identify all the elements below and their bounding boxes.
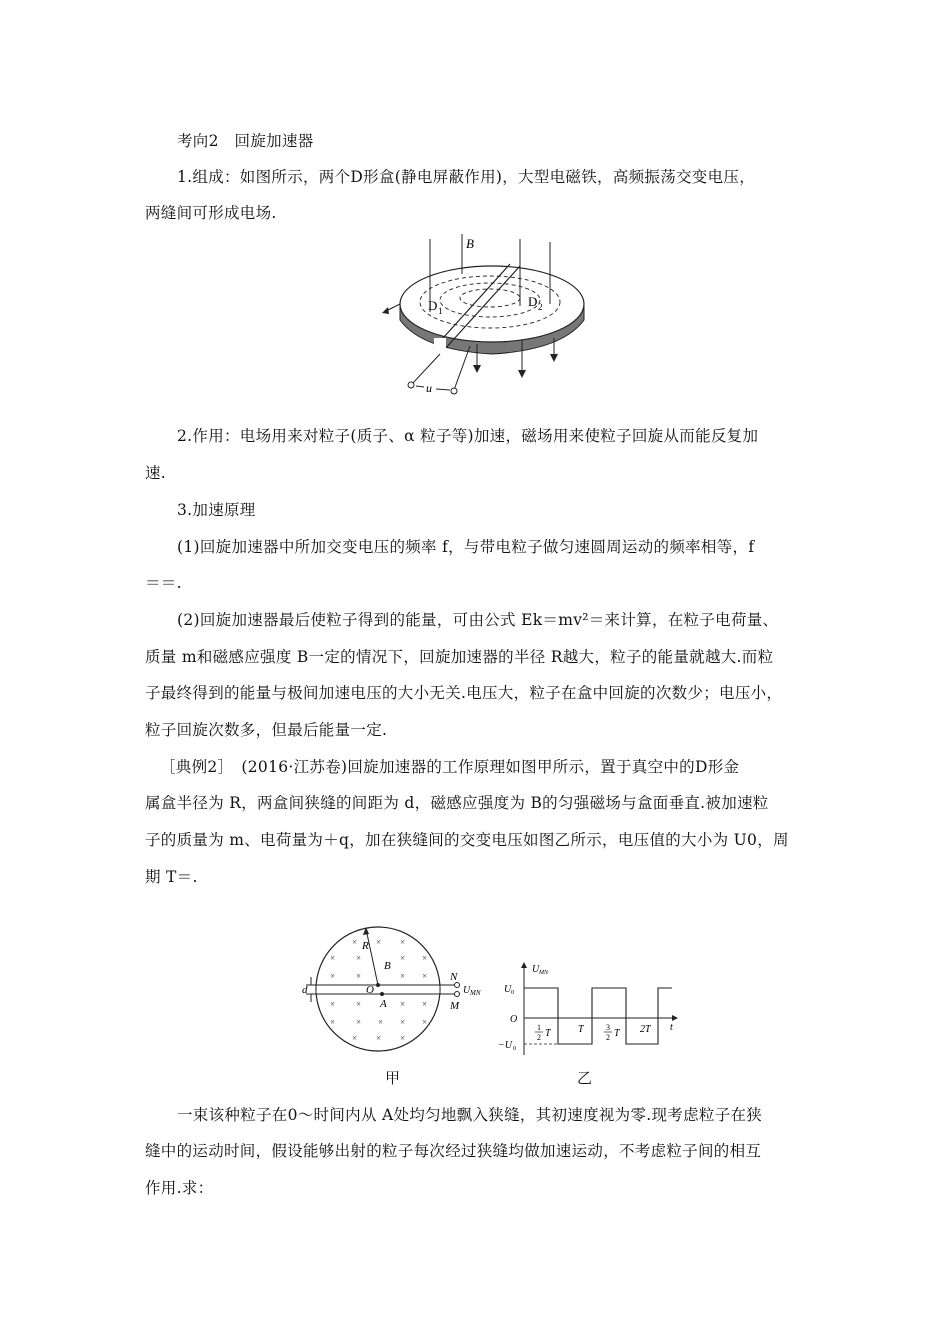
label-O-jia: O	[366, 984, 374, 996]
label-D2: D	[528, 294, 538, 309]
svg-text:×: ×	[376, 937, 382, 947]
label-half-den: 2	[537, 1033, 541, 1042]
label-three-T: T	[614, 1028, 620, 1039]
label-half-num: 1	[537, 1023, 541, 1032]
label-B-jia: B	[384, 960, 391, 972]
svg-text:×: ×	[356, 1017, 362, 1027]
label-N: N	[450, 971, 458, 983]
label-d: d	[302, 984, 308, 996]
paragraph-composition-line1: 1.组成：如图所示，两个D形盒(静电屏蔽作用)，大型电磁铁，高频振荡交变电压，	[177, 168, 756, 186]
svg-text:×: ×	[400, 999, 406, 1009]
label-A: A	[380, 998, 387, 1010]
label-2T: 2T	[640, 1024, 651, 1035]
label-U-axis-sub: MN	[539, 970, 548, 976]
section-title: 考向2 回旋加速器	[177, 132, 314, 150]
label-O-yi: O	[510, 1014, 518, 1025]
label-negU0: −U	[498, 1040, 512, 1051]
svg-text:×: ×	[330, 999, 336, 1009]
label-M: M	[450, 1000, 460, 1012]
label-T: T	[578, 1024, 584, 1035]
label-three-num: 3	[606, 1023, 610, 1032]
paragraph-function-line2: 速.	[145, 464, 167, 482]
question-line3: 作用.求：	[145, 1179, 214, 1197]
svg-text:×: ×	[422, 999, 428, 1009]
example-line2: 属盒半径为 R，两盒间狭缝的间距为 d，磁感应强度为 B的匀强磁场与盒面垂直.被加速粒	[145, 794, 769, 812]
figure-yi	[496, 960, 686, 1060]
paragraph-energy-line1: (2)回旋加速器最后使粒子得到的能量，可由公式 Ek＝mv²＝来计算，在粒子电荷量、	[177, 611, 779, 629]
figure-jia	[300, 925, 490, 1055]
svg-text:×: ×	[330, 971, 336, 981]
svg-text:×: ×	[352, 1033, 358, 1043]
svg-text:×: ×	[422, 953, 428, 963]
svg-text:×: ×	[352, 937, 358, 947]
svg-text:×: ×	[378, 1017, 384, 1027]
label-R: R	[362, 940, 369, 952]
label-t: t	[670, 1022, 673, 1033]
svg-text:×: ×	[400, 937, 406, 947]
svg-text:×: ×	[400, 1017, 406, 1027]
label-U-axis: U	[532, 964, 540, 975]
svg-text:×: ×	[400, 953, 406, 963]
label-negU0-sub: 0	[513, 1046, 516, 1052]
svg-text:×: ×	[376, 1033, 382, 1043]
paragraph-energy-line4: 粒子回旋次数多，但最后能量一定.	[145, 721, 388, 739]
label-D1: D	[428, 298, 438, 313]
svg-text:×: ×	[422, 971, 428, 981]
label-U0: U	[504, 984, 512, 995]
example-line1: ［典例2］ (2016·江苏卷)回旋加速器的工作原理如图甲所示，置于真空中的D形金	[160, 758, 740, 776]
paragraph-frequency-line1: (1)回旋加速器中所加交变电压的频率 f，与带电粒子做匀速圆周运动的频率相等，f	[177, 538, 755, 556]
question-line1: 一束该种粒子在0～时间内从 A处均匀地飘入狭缝，其初速度视为零.现考虑粒子在狭	[177, 1106, 763, 1124]
caption-jia: 甲	[385, 1069, 401, 1087]
svg-text:×: ×	[422, 1017, 428, 1027]
label-three-den: 2	[606, 1033, 610, 1042]
example-line3: 子的质量为 m、电荷量为＋q，加在狭缝间的交变电压如图乙所示，电压值的大小为 U0，周	[145, 831, 789, 849]
cyclotron-diagram	[382, 234, 602, 404]
svg-text:×: ×	[400, 1033, 406, 1043]
label-UMN-sub: MN	[470, 989, 481, 997]
paragraph-frequency-line2: ＝＝.	[145, 574, 182, 592]
svg-text:×: ×	[356, 971, 362, 981]
question-line2: 缝中的运动时间，假设能够出射的粒子每次经过狭缝均做加速运动，不考虑粒子间的相互	[145, 1142, 762, 1160]
svg-text:×: ×	[356, 999, 362, 1009]
paragraph-energy-line3: 子最终得到的能量与极间加速电压的大小无关.电压大，粒子在盒中回旋的次数少；电压小，	[145, 684, 783, 702]
svg-text:×: ×	[356, 953, 362, 963]
label-half-T: T	[545, 1028, 551, 1039]
caption-yi: 乙	[577, 1069, 593, 1087]
paragraph-energy-line2: 质量 m和磁感应强度 B一定的情况下，回旋加速器的半径 R越大，粒子的能量就越大.而粒	[145, 648, 774, 666]
label-D1-sub: 1	[438, 306, 443, 316]
paragraph-composition-line2: 两缝间可形成电场.	[145, 204, 277, 222]
example-line4: 期 T＝.	[145, 868, 198, 886]
svg-text:×: ×	[330, 953, 336, 963]
label-UMN: U	[463, 985, 471, 996]
label-U0-sub: 0	[511, 990, 514, 996]
paragraph-function-line1: 2.作用：电场用来对粒子(质子、α 粒子等)加速，磁场用来使粒子回旋从而能反复加	[177, 427, 759, 445]
svg-text:×: ×	[400, 971, 406, 981]
label-B: B	[466, 236, 474, 251]
label-D2-sub: 2	[538, 302, 543, 312]
paragraph-principle-title: 3.加速原理	[177, 501, 256, 519]
svg-text:×: ×	[330, 1017, 336, 1027]
label-u: u	[426, 381, 432, 395]
